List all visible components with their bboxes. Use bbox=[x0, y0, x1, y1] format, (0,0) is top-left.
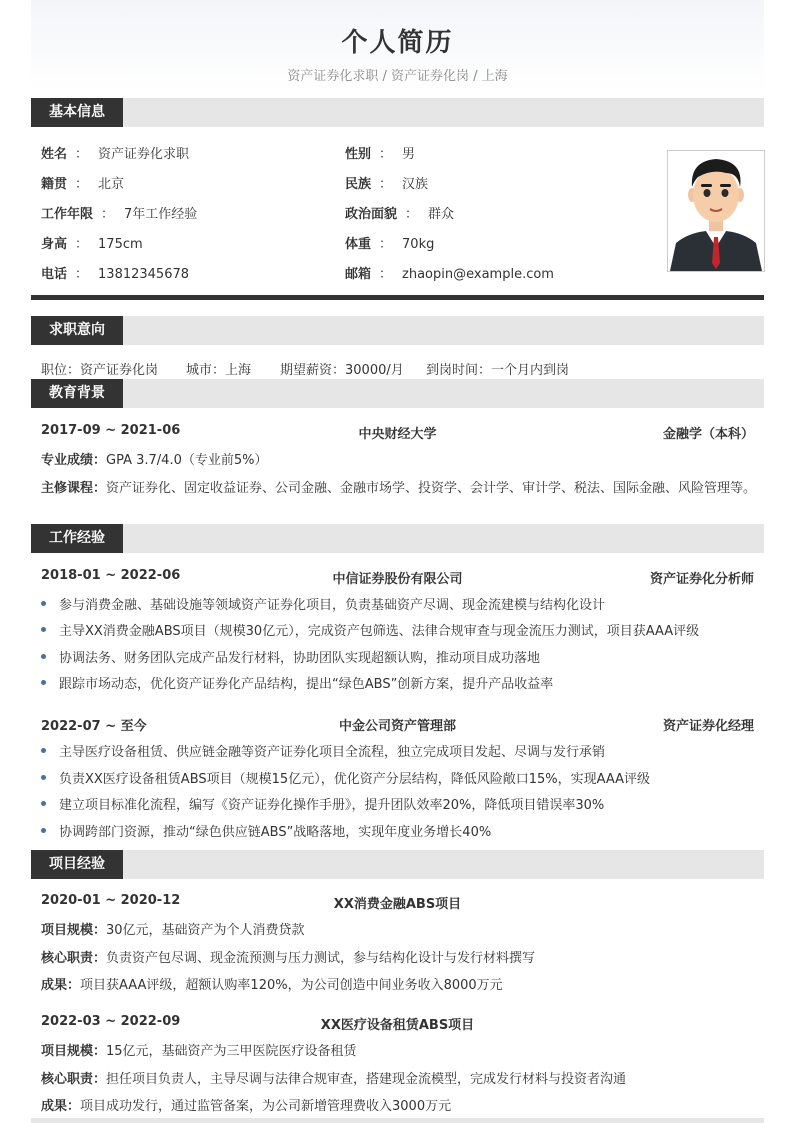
project-1-name: XX消费金融ABS项目 bbox=[333, 897, 462, 912]
next-section-bar bbox=[31, 1118, 764, 1123]
political-value: 群众 bbox=[428, 207, 455, 222]
basic-years-row: 工作年限 ： 7年工作经验 bbox=[41, 207, 198, 222]
phone-label: 电话 bbox=[41, 267, 68, 282]
intent-city: 城市：上海 bbox=[186, 363, 252, 378]
section-education-title: 教育背景 bbox=[31, 379, 123, 408]
name-value: 资产证券化求职 bbox=[98, 147, 190, 162]
basic-political-row: 政治面貌 ： 群众 bbox=[345, 207, 455, 222]
project-2-name: XX医疗设备租赁ABS项目 bbox=[320, 1018, 475, 1033]
work-2-item: 建立项目标准化流程，编写《资产证券化操作手册》，提升团队效率20%，降低项目错误率30% bbox=[41, 794, 604, 813]
section-intent-title: 求职意向 bbox=[31, 316, 123, 345]
work-1-role: 资产证券化分析师 bbox=[649, 572, 754, 587]
intent-arrival: 到岗时间：一个月内到岗 bbox=[426, 363, 570, 378]
project-1-result: 成果：项目获AAA评级，超额认购率120%，为公司创造中间业务收入8000万元 bbox=[41, 978, 503, 993]
gender-label: 性别 bbox=[345, 147, 372, 162]
name-label: 姓名 bbox=[41, 147, 68, 162]
education-major: 金融学（本科） bbox=[662, 427, 754, 442]
years-label: 工作年限 bbox=[41, 207, 94, 222]
work-2-role: 资产证券化经理 bbox=[662, 719, 754, 734]
height-label: 身高 bbox=[41, 237, 68, 252]
weight-label: 体重 bbox=[345, 237, 372, 252]
section-basic-header bbox=[31, 98, 764, 127]
years-value: 7年工作经验 bbox=[124, 207, 198, 222]
work-2-item: 主导医疗设备租赁、供应链金融等资产证券化项目全流程，独立完成项目发起、尽调与发行承销 bbox=[41, 741, 605, 760]
basic-height-row: 身高 ： 175cm bbox=[41, 237, 143, 252]
project-1-duty: 核心职责：负责资产包尽调、现金流预测与压力测试，参与结构化设计与发行材料撰写 bbox=[41, 951, 536, 966]
basic-email-row: 邮箱 ： zhaopin@example.com bbox=[345, 267, 554, 282]
work-1-item: 主导XX消费金融ABS项目（规模30亿元），完成资产包筛选、法律合规审查与现金流压力测试，项目获AAA评级 bbox=[41, 620, 699, 639]
section-work-header bbox=[31, 524, 764, 553]
ethnic-value: 汉族 bbox=[402, 177, 429, 192]
email-label: 邮箱 bbox=[345, 267, 372, 282]
origin-label: 籍贯 bbox=[41, 177, 68, 192]
intent-salary: 期望薪资：30000/月 bbox=[280, 363, 404, 378]
project-1-date: 2020-01 ~ 2020-12 bbox=[41, 893, 181, 908]
courses-label: 主修课程： bbox=[41, 481, 107, 496]
work-1-company: 中信证券股份有限公司 bbox=[332, 572, 463, 587]
section-basic-title: 基本信息 bbox=[31, 98, 123, 127]
basic-gender-row: 性别 ： 男 bbox=[345, 147, 416, 162]
email-value: zhaopin@example.com bbox=[402, 267, 554, 282]
work-2-item: 负责XX医疗设备租赁ABS项目（规模15亿元），优化资产分层结构，降低风险敞口15%，实现AAA评级 bbox=[41, 768, 650, 787]
basic-divider bbox=[31, 295, 764, 300]
political-label: 政治面貌 bbox=[345, 207, 398, 222]
page-subtitle: 资产证券化求职 / 资产证券化岗 / 上海 bbox=[287, 69, 508, 84]
page-title: 个人简历 bbox=[341, 28, 454, 58]
basic-weight-row: 体重 ： 70kg bbox=[345, 237, 435, 252]
grade-label: 专业成绩： bbox=[41, 453, 107, 468]
height-value: 175cm bbox=[98, 237, 143, 252]
project-2-scale: 项目规模：15亿元，基础资产为三甲医院医疗设备租赁 bbox=[41, 1044, 357, 1059]
basic-name-row: 姓名 ： 资产证券化求职 bbox=[41, 147, 190, 162]
project-2-date: 2022-03 ~ 2022-09 bbox=[41, 1014, 181, 1029]
project-2-duty: 核心职责：担任项目负责人，主导尽调与法律合规审查，搭建现金流模型，完成发行材料与投资者沟通 bbox=[41, 1072, 627, 1087]
basic-ethnic-row: 民族 ： 汉族 bbox=[345, 177, 429, 192]
project-2-result: 成果：项目成功发行，通过监管备案，为公司新增管理费收入3000万元 bbox=[41, 1099, 452, 1114]
grade-value: GPA 3.7/4.0（专业前5%） bbox=[106, 453, 268, 468]
gender-value: 男 bbox=[402, 147, 416, 162]
education-date: 2017-09 ~ 2021-06 bbox=[41, 423, 181, 438]
work-2-item: 协调跨部门资源，推动“绿色供应链ABS”战略落地，实现年度业务增长40% bbox=[41, 821, 491, 840]
education-school: 中央财经大学 bbox=[358, 427, 437, 442]
weight-value: 70kg bbox=[402, 237, 435, 252]
section-work-title: 工作经验 bbox=[31, 524, 123, 553]
work-2-date: 2022-07 ~ 至今 bbox=[41, 719, 147, 734]
work-1-item: 跟踪市场动态，优化资产证券化产品结构，提出“绿色ABS”创新方案，提升产品收益率 bbox=[41, 673, 553, 692]
work-2-company: 中金公司资产管理部 bbox=[338, 719, 456, 734]
intent-position: 职位：资产证券化岗 bbox=[41, 363, 159, 378]
basic-phone-row: 电话 ： 13812345678 bbox=[41, 267, 190, 282]
work-1-date: 2018-01 ~ 2022-06 bbox=[41, 568, 181, 583]
section-project-header bbox=[31, 850, 764, 879]
work-1-item: 参与消费金融、基础设施等领域资产证券化项目，负责基础资产尽调、现金流建模与结构化设计 bbox=[41, 594, 605, 613]
section-intent-header bbox=[31, 316, 764, 345]
courses-value: 资产证券化、固定收益证券、公司金融、金融市场学、投资学、会计学、审计学、税法、国际金融、风险管理等。 bbox=[106, 481, 757, 496]
basic-origin-row: 籍贯 ： 北京 bbox=[41, 177, 125, 192]
origin-value: 北京 bbox=[98, 177, 125, 192]
education-grade-row bbox=[41, 449, 267, 468]
education-courses-row bbox=[41, 477, 756, 496]
work-1-item: 协调法务、财务团队完成产品发行材料，协助团队实现超额认购，推动项目成功落地 bbox=[41, 647, 540, 666]
ethnic-label: 民族 bbox=[345, 177, 372, 192]
section-project-title: 项目经验 bbox=[31, 850, 123, 879]
avatar-illustration bbox=[668, 151, 764, 271]
resume-header bbox=[31, 0, 764, 92]
avatar bbox=[667, 150, 765, 272]
project-1-scale: 项目规模：30亿元，基础资产为个人消费贷款 bbox=[41, 923, 305, 938]
resume-page bbox=[31, 0, 764, 1114]
section-education-header bbox=[31, 379, 764, 408]
phone-value: 13812345678 bbox=[98, 267, 190, 282]
